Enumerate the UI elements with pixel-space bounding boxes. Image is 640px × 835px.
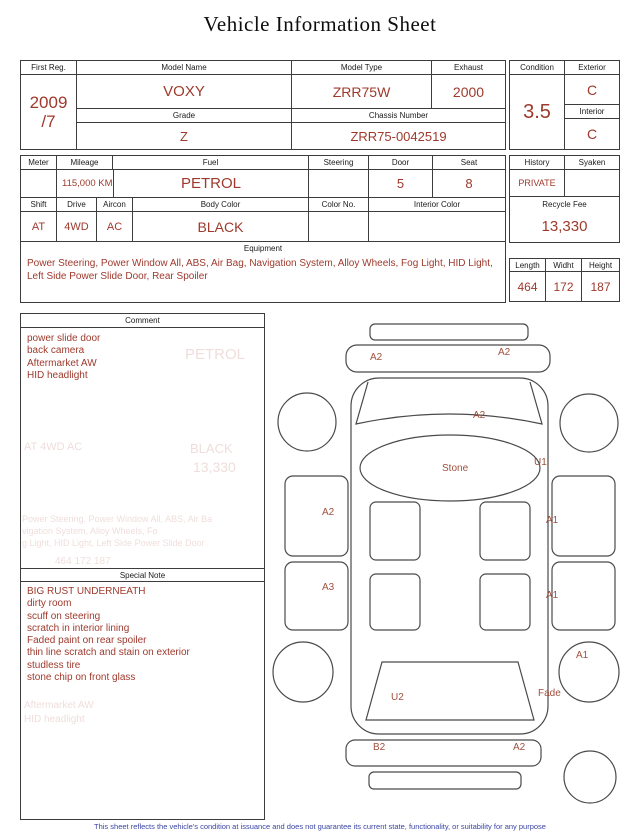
chassis-number-label: Chassis Number: [292, 109, 505, 123]
exhaust-label: Exhaust: [432, 61, 505, 75]
color-no-label: Color No.: [309, 198, 369, 212]
mileage-value: 115,000 KM: [57, 170, 113, 198]
door-panel-right-front: [552, 476, 615, 556]
wheel-rear-left: [273, 642, 333, 702]
special-note-line: scuff on steering: [27, 610, 101, 622]
grade-value: Z: [77, 123, 292, 149]
interior-label: Interior: [565, 105, 619, 119]
wheel-front-left: [278, 393, 336, 451]
width-value: 172: [546, 272, 582, 301]
condition-table: [509, 60, 620, 150]
damage-label: A2: [322, 507, 335, 518]
damage-label: Stone: [442, 463, 469, 474]
aircon-value: AC: [97, 212, 133, 242]
page-title: Vehicle Information Sheet: [203, 12, 437, 36]
width-label: Widht: [546, 259, 582, 272]
first-reg-year: 2009: [29, 93, 68, 112]
special-note-line: scratch in interior lining: [27, 622, 130, 634]
shift-value: AT: [21, 212, 57, 242]
first-reg-month: /7: [41, 112, 56, 131]
damage-label: A2: [473, 410, 486, 421]
exhaust-value: 2000: [432, 75, 505, 109]
damage-label: U1: [534, 457, 547, 468]
equipment-text: Power Steering, Power Window All, ABS, Air Bag, Navigation System, Alloy Wheels, Fog Light, HID Light, Left Side Power Slide Door, Rear Spoiler: [27, 258, 493, 282]
ghost-text: vigation System, Alloy Wheels, Fo: [22, 526, 158, 536]
special-note-line: dirty room: [27, 598, 72, 610]
special-note-line: stone chip on front glass: [27, 672, 136, 684]
door-panel-left-rear: [285, 562, 348, 630]
car-diagram: [270, 316, 630, 816]
exterior-value: C: [565, 75, 619, 105]
recycle-fee-value: 13,330: [541, 218, 588, 235]
car-roof-strip: [370, 324, 528, 340]
comment-label: Comment: [21, 314, 264, 328]
comment-line: back camera: [27, 345, 85, 357]
ghost-text: g Light, HID Light, Left Side Power Slide Door: [22, 538, 205, 548]
height-value: 187: [590, 279, 611, 294]
damage-label: U2: [391, 692, 404, 703]
grade-label: Grade: [77, 109, 292, 123]
history-label: History: [510, 156, 565, 170]
height-label: Height: [582, 259, 619, 272]
seat-right-mid: [480, 574, 530, 630]
rear-cargo: [366, 662, 534, 720]
recycle-fee-label: Recycle Fee: [542, 199, 587, 209]
mileage-label: Mileage: [57, 156, 113, 170]
dimensions-table: [509, 258, 620, 302]
damage-label: A2: [370, 352, 383, 363]
drive-label: Drive: [57, 198, 97, 212]
wheel-front-right: [560, 394, 618, 452]
damage-label: A1: [576, 650, 589, 661]
steering-value: [309, 170, 369, 198]
interior-color-value: [369, 212, 505, 242]
exterior-label: Exterior: [565, 61, 619, 75]
damage-label: A2: [513, 742, 526, 753]
ghost-text: BLACK: [190, 441, 233, 456]
body-color-label: Body Color: [133, 198, 309, 212]
car-body: [351, 378, 548, 734]
ghost-text: HID headlight: [24, 714, 85, 725]
seat-value: 8: [433, 170, 505, 198]
model-name-value: VOXY: [77, 75, 292, 109]
equipment-label: Equipment: [243, 244, 283, 253]
meter-value: [21, 170, 57, 198]
model-table: [20, 60, 506, 150]
seat-label: Seat: [433, 156, 505, 170]
special-note-line: thin line scratch and stain on exterior: [27, 647, 190, 659]
ghost-text: 464 172 187: [55, 556, 111, 567]
wheel-rear-right: [559, 642, 619, 702]
door-value: 5: [369, 170, 433, 198]
syaken-value: [565, 170, 619, 196]
car-windshield-line: [356, 382, 542, 424]
comment-line: power slide door: [27, 333, 101, 344]
ghost-text: Aftermarket AW: [24, 700, 94, 711]
disclaimer-text: This sheet reflects the vehicle's condition at issuance and does not guarantee its current state, functionality, or suitability for any purpose: [94, 822, 546, 831]
damage-label: A2: [498, 347, 511, 358]
first-reg-label: First Reg.: [21, 61, 77, 75]
recycle-fee-box: [509, 196, 620, 243]
first-reg-value: [21, 75, 77, 149]
length-label: Length: [510, 259, 546, 272]
damage-label: B2: [373, 742, 386, 753]
special-note-line: Faded paint on rear spoiler: [27, 635, 147, 647]
chassis-number-value: ZRR75-0042519: [350, 128, 447, 144]
fuel-label: Fuel: [113, 156, 309, 170]
steering-label: Steering: [309, 156, 369, 170]
body-color-value: BLACK: [133, 212, 309, 242]
interior-color-label: Interior Color: [369, 198, 505, 212]
model-type-label: Model Type: [292, 61, 432, 75]
door-panel-right-rear: [552, 562, 615, 630]
seat-left-front: [370, 502, 420, 560]
syaken-label: Syaken: [565, 156, 619, 170]
meter-label: Meter: [21, 156, 57, 170]
special-note-line: studless tire: [27, 659, 81, 671]
comment-line: Aftermarket AW: [27, 357, 97, 369]
ghost-text: 13,330: [193, 459, 236, 475]
ghost-text: AT 4WD AC: [24, 441, 83, 453]
interior-value: C: [586, 126, 598, 142]
ghost-text: PETROL: [185, 346, 246, 363]
aircon-label: Aircon: [97, 198, 133, 212]
spare-wheel: [564, 751, 616, 803]
color-no-value: [309, 212, 369, 242]
damage-label: A1: [546, 590, 559, 601]
model-type-value: ZRR75W: [292, 75, 432, 109]
drive-value: 4WD: [57, 212, 97, 242]
length-value: 464: [510, 272, 546, 301]
model-name-label: Model Name: [77, 61, 292, 75]
special-note-lines: [27, 586, 212, 684]
comment-line: HID headlight: [27, 369, 88, 381]
door-label: Door: [369, 156, 433, 170]
history-value: PRIVATE: [510, 170, 565, 196]
damage-label: A1: [546, 515, 559, 526]
rear-lower-strip: [369, 772, 521, 789]
condition-label: Condition: [510, 61, 565, 75]
special-note-line: BIG RUST UNDERNEATH: [27, 586, 146, 597]
seat-right-front: [480, 502, 530, 560]
seat-left-mid: [370, 574, 420, 630]
door-panel-left-front: [285, 476, 348, 556]
ghost-text: Power Steering, Power Window All, ABS, Air Ba: [22, 514, 213, 524]
fuel-value: PETROL: [113, 170, 309, 198]
spec-table: [20, 155, 506, 303]
special-note-label: Special Note: [21, 568, 264, 582]
damage-label: A3: [322, 582, 335, 593]
shift-label: Shift: [21, 198, 57, 212]
damage-label: Fade: [538, 688, 561, 699]
condition-value: 3.5: [510, 75, 565, 149]
history-table: [509, 155, 620, 197]
